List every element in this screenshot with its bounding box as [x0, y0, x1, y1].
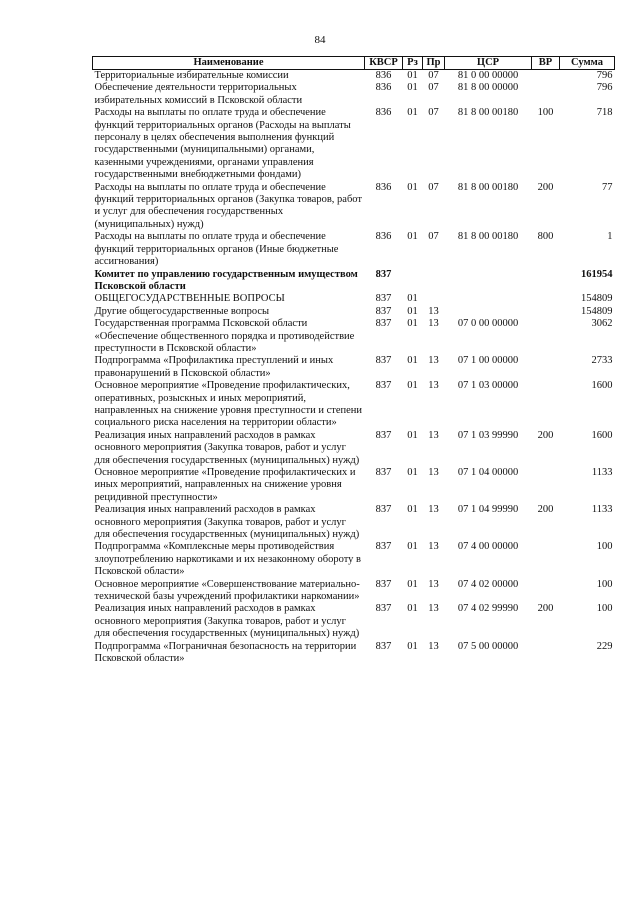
cell-sum: 1600 — [591, 429, 613, 441]
cell-pr: 13 — [428, 504, 439, 516]
table-row — [93, 231, 615, 268]
cell-csr: 07 1 04 00000 — [457, 467, 519, 478]
cell-rz: 01 — [407, 318, 418, 330]
table-body — [93, 70, 615, 666]
cell-vr — [532, 293, 560, 305]
column-header-sum: Сумма — [560, 57, 615, 70]
cell-name: ОБЩЕГОСУДАРСТВЕННЫЕ ВОПРОСЫ — [94, 293, 285, 305]
cell-pr: 13 — [428, 640, 439, 652]
budget-table — [92, 56, 615, 666]
cell-sum: 1600 — [591, 380, 613, 392]
cell-sum: 3062 — [591, 318, 613, 330]
cell-name: Реализация иных направлений расходов в рамках основного мероприятия (Закупка товаров, работ и услуг для обеспечения государственных (муниципальных) нужд) — [94, 603, 360, 640]
cell-name: Расходы на выплаты по оплате труда и обеспечение функций территориальных органов (Расходы на выплаты персоналу в целях обеспечения выполнения функций государственными (муниципальными) органами, казенными учреждениями, органами управления государственными внебюджетными фондами) — [94, 107, 351, 181]
cell-name: Государственная программа Псковской области «Обеспечение общественного порядка и противодействие преступности в Псковской области» — [94, 318, 355, 354]
cell-rz: 01 — [407, 603, 418, 615]
cell-pr: 13 — [428, 380, 439, 392]
cell-csr: 07 1 04 99990 — [457, 504, 519, 516]
cell-sum: 100 — [596, 603, 613, 615]
cell-sum: 1133 — [591, 504, 613, 516]
cell-sum: 796 — [596, 82, 613, 94]
table-row — [93, 603, 615, 640]
cell-vr — [532, 269, 560, 294]
table-row — [93, 82, 615, 107]
cell-csr — [445, 293, 532, 305]
cell-vr — [532, 380, 560, 430]
cell-kvsr: 837 — [375, 640, 392, 652]
cell-name: Расходы на выплаты по оплате труда и обеспечение функций территориальных органов (Иные бюджетные ассигнования) — [94, 231, 339, 268]
cell-vr — [532, 579, 560, 604]
cell-name: Подпрограмма «Комплексные меры противодействия злоупотреблению наркотиками и их незаконному обороту в Псковской области» — [94, 541, 362, 578]
cell-name: Подпрограмма «Пограничная безопасность на территории Псковской области» — [94, 640, 357, 665]
cell-pr: 13 — [428, 467, 439, 478]
cell-pr: 13 — [428, 603, 439, 615]
cell-pr: 07 — [428, 231, 439, 243]
cell-rz: 01 — [407, 541, 418, 553]
cell-vr — [532, 82, 560, 107]
cell-csr: 81 0 00 00000 — [457, 70, 519, 81]
table-row — [93, 504, 615, 541]
cell-rz: 01 — [407, 504, 418, 516]
cell-kvsr: 837 — [375, 603, 392, 615]
cell-csr: 07 4 02 99990 — [457, 603, 519, 615]
cell-csr: 07 4 00 00000 — [457, 541, 519, 553]
table-row — [93, 70, 615, 83]
cell-pr: 07 — [428, 181, 439, 193]
cell-rz: 01 — [407, 181, 418, 193]
cell-name: Расходы на выплаты по оплате труда и обеспечение функций территориальных органов (Закупка товаров, работ и услуг для обеспечения государственных (муниципальных) нужд) — [94, 181, 362, 230]
cell-pr — [423, 293, 445, 305]
cell-kvsr: 837 — [375, 268, 392, 280]
table-row — [93, 182, 615, 232]
cell-kvsr: 836 — [375, 231, 392, 243]
cell-csr: 81 8 00 00000 — [457, 82, 519, 94]
table-row — [93, 107, 615, 181]
cell-csr: 81 8 00 00180 — [457, 181, 519, 193]
column-header-csr: ЦСР — [445, 57, 532, 70]
cell-kvsr: 836 — [375, 82, 392, 94]
cell-vr — [532, 306, 560, 318]
cell-pr: 07 — [428, 70, 439, 81]
cell-rz: 01 — [407, 578, 418, 590]
cell-rz: 01 — [407, 231, 418, 243]
table-row — [93, 318, 615, 355]
cell-csr — [445, 306, 532, 318]
cell-kvsr: 836 — [375, 70, 392, 81]
table-header-row — [93, 57, 615, 70]
cell-kvsr: 837 — [375, 429, 392, 441]
cell-kvsr: 837 — [375, 467, 392, 478]
cell-kvsr: 837 — [375, 293, 392, 305]
cell-name: Основное мероприятие «Проведение профилактических и иных мероприятий, направленных на снижение уровня рецидивной преступности» — [94, 467, 356, 503]
cell-sum: 229 — [596, 640, 613, 652]
cell-kvsr: 837 — [375, 305, 392, 317]
page-number: 84 — [314, 34, 326, 46]
cell-sum: 161954 — [581, 268, 613, 280]
table-row — [93, 541, 615, 578]
cell-csr: 07 1 00 00000 — [457, 355, 519, 367]
cell-rz: 01 — [407, 305, 418, 317]
cell-kvsr: 836 — [375, 107, 392, 119]
cell-name: Обеспечение деятельности территориальных избирательных комиссий в Псковской области — [94, 82, 303, 106]
cell-kvsr: 837 — [375, 541, 392, 553]
cell-csr: 07 1 03 00000 — [457, 380, 519, 392]
cell-vr: 200 — [537, 504, 554, 516]
cell-vr — [532, 355, 560, 380]
cell-csr: 81 8 00 00180 — [457, 231, 519, 243]
cell-vr — [532, 541, 560, 578]
cell-rz: 01 — [407, 429, 418, 441]
cell-pr: 13 — [428, 578, 439, 590]
cell-name: Основное мероприятие «Проведение профилактических, оперативных, розыскных и иных мероприятий, направленных на снижение уровня преступности и степени социального риска населения на территории области» — [94, 380, 363, 429]
cell-name: Территориальные избирательные комиссии — [94, 70, 289, 81]
cell-sum: 100 — [596, 541, 613, 553]
cell-rz: 01 — [407, 293, 418, 305]
column-header-pr: Пр — [423, 57, 445, 70]
cell-rz: 01 — [407, 380, 418, 392]
cell-csr: 07 1 03 99990 — [457, 429, 519, 441]
cell-vr: 200 — [537, 603, 554, 615]
cell-pr — [423, 269, 445, 294]
cell-rz: 01 — [407, 467, 418, 478]
cell-vr: 200 — [537, 181, 554, 193]
cell-name: Основное мероприятие «Совершенствование материально-технической базы учреждений профилактики наркомании» — [94, 578, 360, 603]
cell-sum: 796 — [596, 70, 613, 81]
cell-pr: 13 — [428, 305, 439, 317]
cell-sum: 77 — [602, 181, 613, 193]
column-header-kvsr: КВСР — [365, 57, 403, 70]
cell-kvsr: 837 — [375, 578, 392, 590]
table-row — [93, 269, 615, 294]
cell-vr — [532, 70, 560, 83]
cell-rz: 01 — [407, 640, 418, 652]
cell-csr: 07 0 00 00000 — [457, 318, 519, 330]
cell-sum: 2733 — [591, 355, 613, 367]
cell-sum: 1 — [607, 231, 613, 243]
column-header-vr: ВР — [532, 57, 560, 70]
cell-name: Другие общегосударственные вопросы — [94, 305, 270, 317]
cell-sum: 100 — [596, 578, 613, 590]
cell-rz: 01 — [407, 355, 418, 367]
table-row — [93, 467, 615, 504]
cell-name: Реализация иных направлений расходов в рамках основного мероприятия (Закупка товаров, работ и услуг для обеспечения государственных (муниципальных) нужд) — [94, 429, 360, 466]
cell-vr — [532, 641, 560, 666]
cell-vr: 100 — [537, 107, 554, 119]
table-row — [93, 430, 615, 467]
column-header-name: Наименование — [93, 57, 365, 70]
cell-pr: 07 — [428, 107, 439, 119]
cell-sum: 154809 — [581, 293, 613, 305]
table-row — [93, 293, 615, 305]
cell-pr: 13 — [428, 318, 439, 330]
table-row — [93, 306, 615, 318]
table-row — [93, 641, 615, 666]
cell-vr: 800 — [537, 231, 554, 243]
cell-kvsr: 837 — [375, 355, 392, 367]
cell-rz: 01 — [407, 70, 418, 81]
cell-pr: 07 — [428, 82, 439, 94]
cell-pr: 13 — [428, 355, 439, 367]
table-row — [93, 355, 615, 380]
cell-vr — [532, 467, 560, 504]
cell-sum: 718 — [596, 107, 613, 119]
cell-vr — [532, 318, 560, 355]
cell-pr: 13 — [428, 429, 439, 441]
cell-csr: 81 8 00 00180 — [457, 107, 519, 119]
cell-csr — [445, 269, 532, 294]
cell-rz: 01 — [407, 82, 418, 94]
cell-name: Реализация иных направлений расходов в рамках основного мероприятия (Закупка товаров, работ и услуг для обеспечения государственных (муниципальных) нужд) — [94, 504, 360, 541]
cell-kvsr: 837 — [375, 504, 392, 516]
cell-vr: 200 — [537, 429, 554, 441]
cell-kvsr: 837 — [375, 380, 392, 392]
cell-rz: 01 — [407, 107, 418, 119]
cell-csr: 07 4 02 00000 — [457, 578, 519, 590]
table-row — [93, 380, 615, 430]
cell-csr: 07 5 00 00000 — [457, 640, 519, 652]
table-row — [93, 579, 615, 604]
cell-kvsr: 836 — [375, 181, 392, 193]
cell-name: Комитет по управлению государственным имуществом Псковской области — [94, 268, 358, 292]
cell-sum: 1133 — [591, 467, 613, 478]
cell-name: Подпрограмма «Профилактика преступлений и иных правонарушений в Псковской области» — [94, 355, 334, 379]
cell-rz — [403, 269, 423, 294]
cell-pr: 13 — [428, 541, 439, 553]
cell-sum: 154809 — [581, 305, 613, 317]
cell-kvsr: 837 — [375, 318, 392, 330]
column-header-rz: Рз — [403, 57, 423, 70]
